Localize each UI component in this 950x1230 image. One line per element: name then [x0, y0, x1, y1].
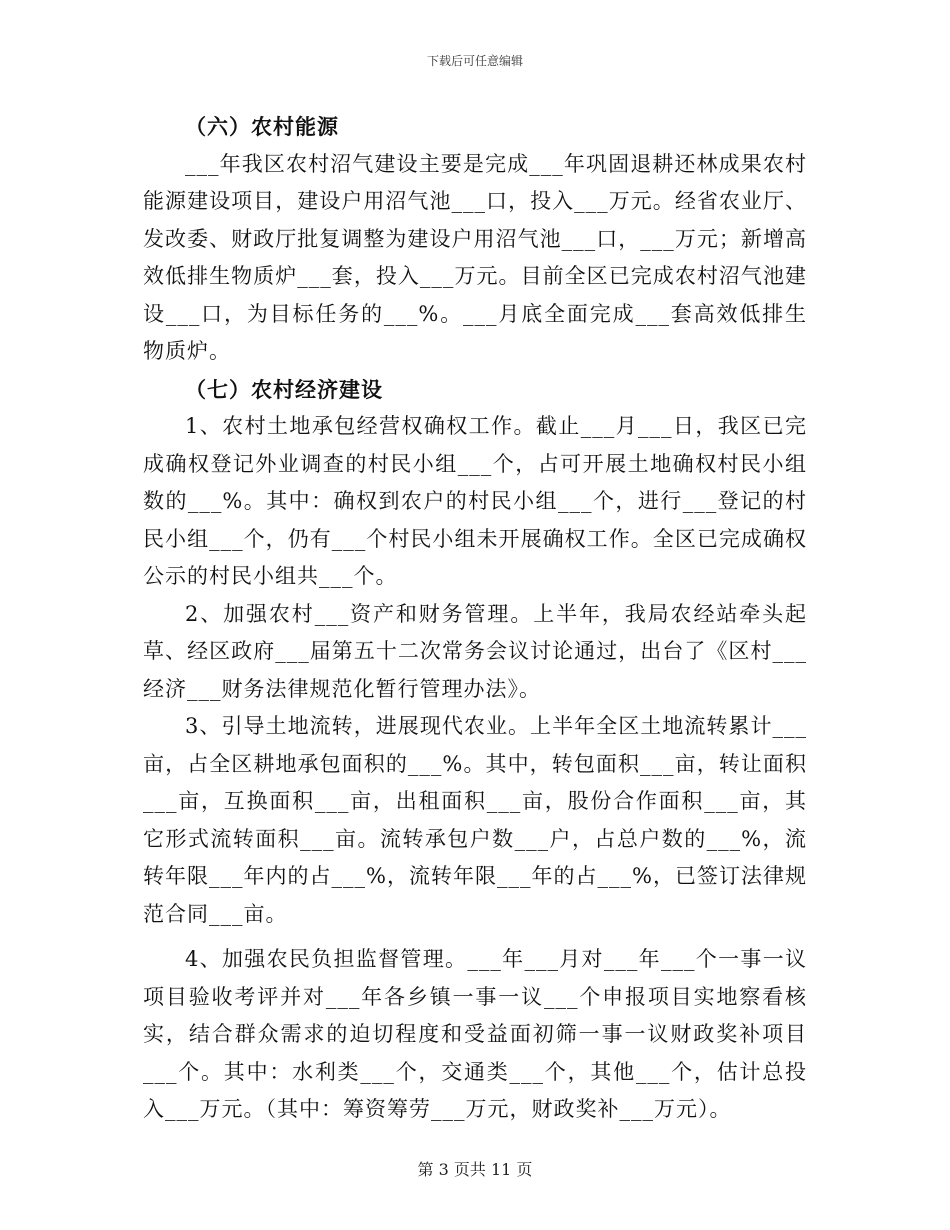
paragraph-land-rights: 1、农村土地承包经营权确权工作。截止___月___日，我区已完成确权登记外业调查的村民小组___个，占可开展土地确权村民小组数的___%。其中：确权到农户的村民小组___个，进行___登记的村民小组___个，仍有___个村民小组未开展确权工作。全区已完成确权公示的村民小组共___个。 — [143, 414, 807, 588]
section-heading-rural-energy: （六）农村能源 — [185, 114, 339, 139]
paragraph-farmer-burden: 4、加强农民负担监督管理。___年___月对___年___个一事一议项目验收考评并对___年各乡镇一事一议___个申报项目实地察看核实，结合群众需求的迫切程度和受益面初筛一事一议财政奖补项目___个。其中：水利类___个，交通类___个，其他___个，估计总投入___万元。（其中：筹资筹劳___万元，财政奖补___万元）。 — [143, 947, 807, 1121]
document-body — [143, 108, 807, 1129]
paragraph-asset-management: 2、加强农村___资产和财务管理。上半年，我局农经站牵头起草、经区政府___届第五十二次常务会议讨论通过，出台了《区村___经济___财务法律规范化暂行管理办法》。 — [143, 601, 807, 701]
paragraph-land-transfer: 3、引导土地流转，进展现代农业。上半年全区土地流转累计___亩，占全区耕地承包面积的___%。其中，转包面积___亩，转让面积___亩，互换面积___亩，出租面积___亩，股份合作面积___亩，其它形式流转面积___亩。流转承包户数___户，占总户数的___%，流转年限___年内的占___%，流转年限___年的占___%，已签订法律规范合同___亩。 — [143, 714, 807, 926]
paragraph-rural-energy: ___年我区农村沼气建设主要是完成___年巩固退耕还林成果农村能源建设项目，建设户用沼气池___口，投入___万元。经省农业厅、发改委、财政厅批复调整为建设户用沼气池___口，___万元；新增高效低排生物质炉___套，投入___万元。目前全区已完成农村沼气池建设___口，为目标任务的___%。___月底全面完成___套高效低排生物质炉。 — [143, 151, 807, 363]
page-number: 第 3 页共 11 页 — [417, 1160, 533, 1179]
page-header-note: 下载后可任意编辑 — [426, 54, 523, 68]
section-heading-rural-economy: （七）农村经济建设 — [185, 376, 383, 402]
